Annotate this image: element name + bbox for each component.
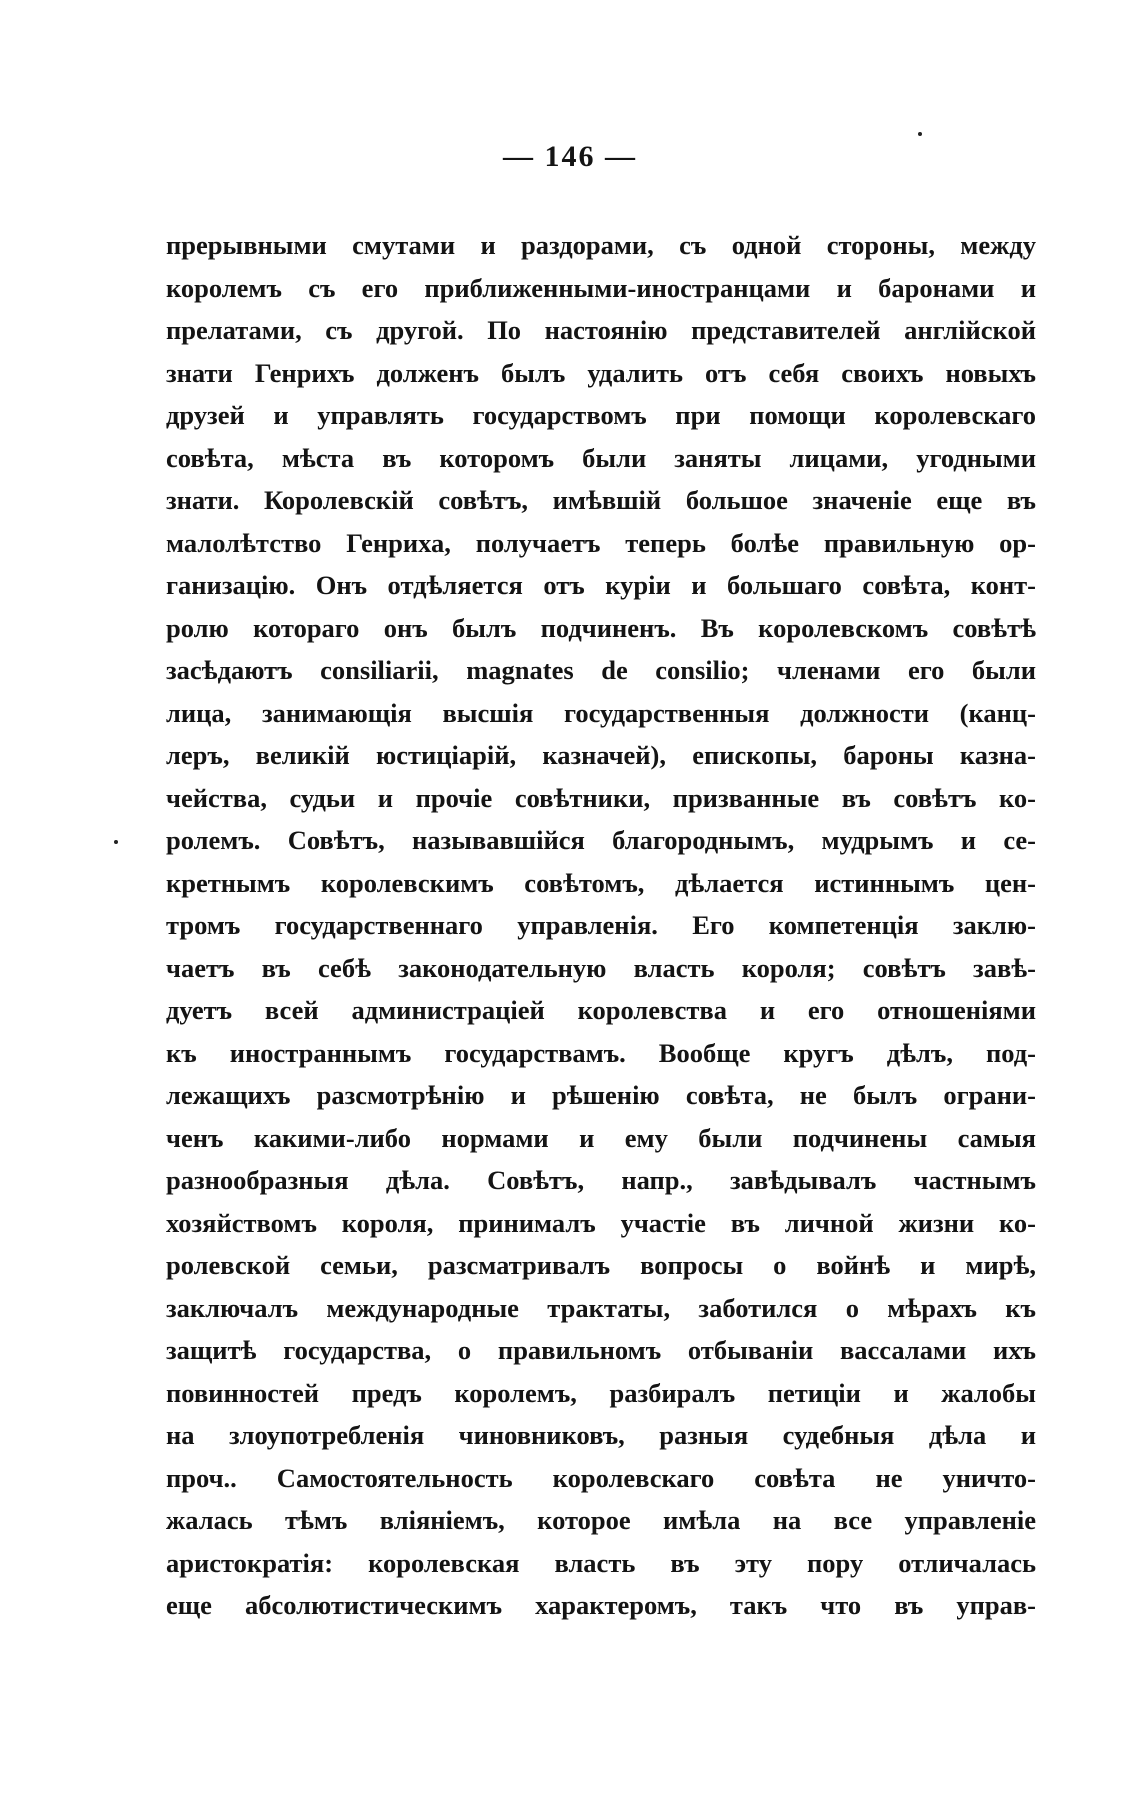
text-line: жалась тѣмъ вліяніемъ, которое имѣла на все управленіе (166, 1505, 1036, 1535)
text-line: аристократія: королевская власть въ эту пору отличалась (166, 1547, 1036, 1578)
text-line: проч.. Самостоятельность королевскаго совѣта не уничто- (166, 1462, 1036, 1493)
text-line: заключалъ международные трактаты, заботился о мѣрахъ къ (166, 1292, 1036, 1323)
text-line: къ иностраннымъ государствамъ. Вообще кругъ дѣлъ, под- (166, 1037, 1036, 1068)
text-line: дуетъ всей администраціей королевства и его отношеніями (166, 995, 1036, 1025)
text-line: друзей и управлять государствомъ при помощи королевскаго (166, 400, 1036, 430)
text-line: ганизацію. Онъ отдѣляется отъ куріи и большаго совѣта, конт- (166, 570, 1036, 600)
text-line: защитѣ государства, о правильномъ отбываніи вассалами ихъ (166, 1335, 1036, 1365)
text-line: еще абсолютистическимъ характеромъ, такъ что въ управ- (166, 1590, 1036, 1620)
text-line: разнообразныя дѣла. Совѣтъ, напр., завѣдывалъ частнымъ (166, 1165, 1036, 1195)
text-line: чаетъ въ себѣ законодательную власть короля; совѣтъ завѣ- (166, 952, 1036, 983)
text-line: прелатами, съ другой. По настоянію представителей англійской (166, 315, 1036, 345)
text-line: кретнымъ королевскимъ совѣтомъ, дѣлается истиннымъ цен- (166, 867, 1036, 898)
scan-speck (114, 840, 118, 844)
text-line: ролемъ. Совѣтъ, называвшійся благороднымъ, мудрымъ и се- (166, 825, 1036, 855)
text-line: ченъ какими-либо нормами и ему были подчинены самыя (166, 1122, 1036, 1153)
page-number: — 146 — (503, 140, 637, 173)
text-line: засѣдаютъ consiliarii, magnates de consilio; членами его были (166, 655, 1036, 685)
text-line: королемъ съ его приближенными-иностранцами и баронами и (166, 272, 1036, 303)
text-line: знати Генрихъ долженъ былъ удалить отъ себя своихъ новыхъ (166, 357, 1036, 388)
body-text (166, 224, 1036, 1627)
text-line: лица, занимающія высшія государственныя должности (канц- (166, 697, 1036, 728)
text-line: на злоупотребленія чиновниковъ, разныя судебныя дѣла и (166, 1420, 1036, 1450)
text-line: хозяйствомъ короля, принималъ участіе въ личной жизни ко- (166, 1207, 1036, 1238)
text-line: лежащихъ разсмотрѣнію и рѣшенію совѣта, не былъ ограни- (166, 1080, 1036, 1110)
text-line: знати. Королевскій совѣтъ, имѣвшій большое значеніе еще въ (166, 485, 1036, 515)
text-line: совѣта, мѣста въ которомъ были заняты лицами, угодными (166, 442, 1036, 473)
text-line: повинностей предъ королемъ, разбиралъ петиціи и жалобы (166, 1377, 1036, 1408)
text-line: чейства, судьи и прочіе совѣтники, призванные въ совѣтъ ко- (166, 782, 1036, 813)
text-line: малолѣтство Генриха, получаетъ теперь болѣе правильную ор- (166, 527, 1036, 558)
text-line: ролю котораго онъ былъ подчиненъ. Въ королевскомъ совѣтѣ (166, 612, 1036, 643)
scan-speck (918, 132, 922, 136)
text-line: тромъ государственнаго управленія. Его компетенція заклю- (166, 910, 1036, 940)
text-line: леръ, великій юстиціарій, казначей), епископы, бароны казна- (166, 740, 1036, 770)
text-line: прерывными смутами и раздорами, съ одной стороны, между (166, 230, 1036, 260)
text-line: ролевской семьи, разсматривалъ вопросы о войнѣ и мирѣ, (166, 1250, 1036, 1280)
